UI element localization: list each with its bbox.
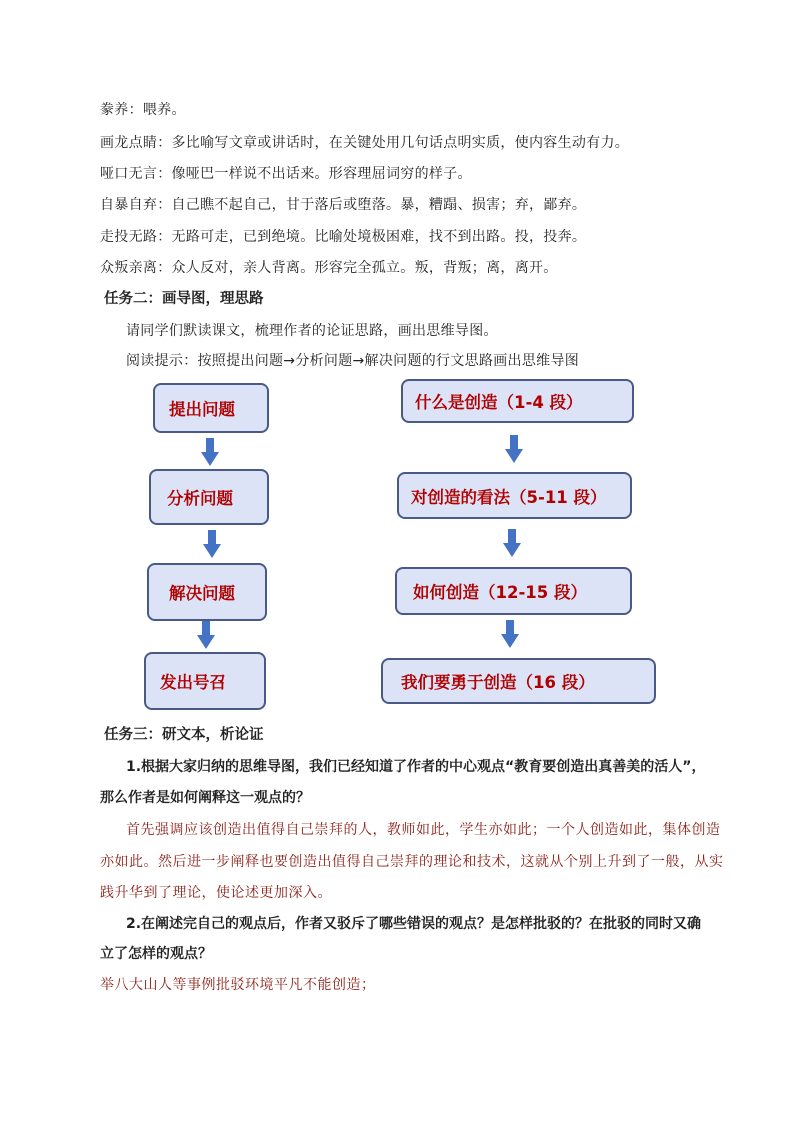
- task2-title: 任务二：画导图，理思路: [104, 291, 264, 307]
- task2-instruction: 请同学们默读课文，梳理作者的论证思路，画出思维导图。: [126, 323, 498, 339]
- answer-2-line-1: 举八大山人等事例批驳环境平凡不能创造；: [100, 977, 376, 993]
- flow-right-box-4: 我们要勇于创造（16 段）: [381, 658, 656, 704]
- down-arrow-icon: [197, 621, 215, 651]
- flow-left-box-1: 提出问题: [153, 383, 269, 433]
- flow-left-box-2: 分析问题: [149, 469, 269, 525]
- down-arrow-icon: [501, 620, 519, 650]
- vocab-line: 众叛亲离：众人反对，亲人背离。形容完全孤立。叛，背叛；离，离开。: [100, 260, 558, 276]
- flow-left-box-3: 解决问题: [147, 563, 267, 621]
- vocab-line: 画龙点睛：多比喻写文章或讲话时，在关键处用几句话点明实质，使内容生动有力。: [100, 135, 630, 151]
- down-arrow-icon: [201, 438, 219, 468]
- flow-left-box-4: 发出号召: [144, 652, 266, 710]
- vocab-line: 自暴自弃：自己瞧不起自己，甘于落后或堕落。暴，糟蹋、损害；弃，鄙弃。: [100, 197, 587, 213]
- question-2-line-2: 立了怎样的观点？: [100, 946, 212, 962]
- answer-1-line-1: 首先强调应该创造出值得自己崇拜的人，教师如此，学生亦如此；一个人创造如此，集体创造: [126, 822, 721, 838]
- answer-1-line-2: 亦如此。然后进一步阐释也要创造出值得自己崇拜的理论和技术，这就从个别上升到了一般，从实: [100, 854, 724, 870]
- flow-right-box-3: 如何创造（12-15 段）: [395, 567, 632, 615]
- question-1-line-2: 那么作者是如何阐释这一观点的？: [100, 790, 310, 806]
- vocab-line: 豢养：喂养。: [100, 102, 186, 118]
- answer-1-line-3: 践升华到了理论，使论述更加深入。: [100, 885, 332, 901]
- task3-title: 任务三：研文本，析论证: [104, 727, 264, 743]
- question-1-line-1: 1.根据大家归纳的思维导图，我们已经知道了作者的中心观点“教育要创造出真善美的活人”，: [126, 759, 706, 775]
- question-2-line-1: 2.在阐述完自己的观点后，作者又驳斥了哪些错误的观点？是怎样批驳的？在批驳的同时又确: [126, 916, 702, 932]
- vocab-line: 哑口无言：像哑巴一样说不出话来。形容理屈词穷的样子。: [100, 166, 472, 182]
- down-arrow-icon: [503, 529, 521, 559]
- down-arrow-icon: [505, 435, 523, 465]
- flow-right-box-1: 什么是创造（1-4 段）: [401, 379, 634, 423]
- task2-hint: 阅读提示：按照提出问题→分析问题→解决问题的行文思路画出思维导图: [126, 353, 580, 369]
- down-arrow-icon: [203, 530, 221, 560]
- vocab-line: 走投无路：无路可走，已到绝境。比喻处境极困难，找不到出路。投，投奔。: [100, 229, 587, 245]
- flow-right-box-2: 对创造的看法（5-11 段）: [397, 472, 632, 519]
